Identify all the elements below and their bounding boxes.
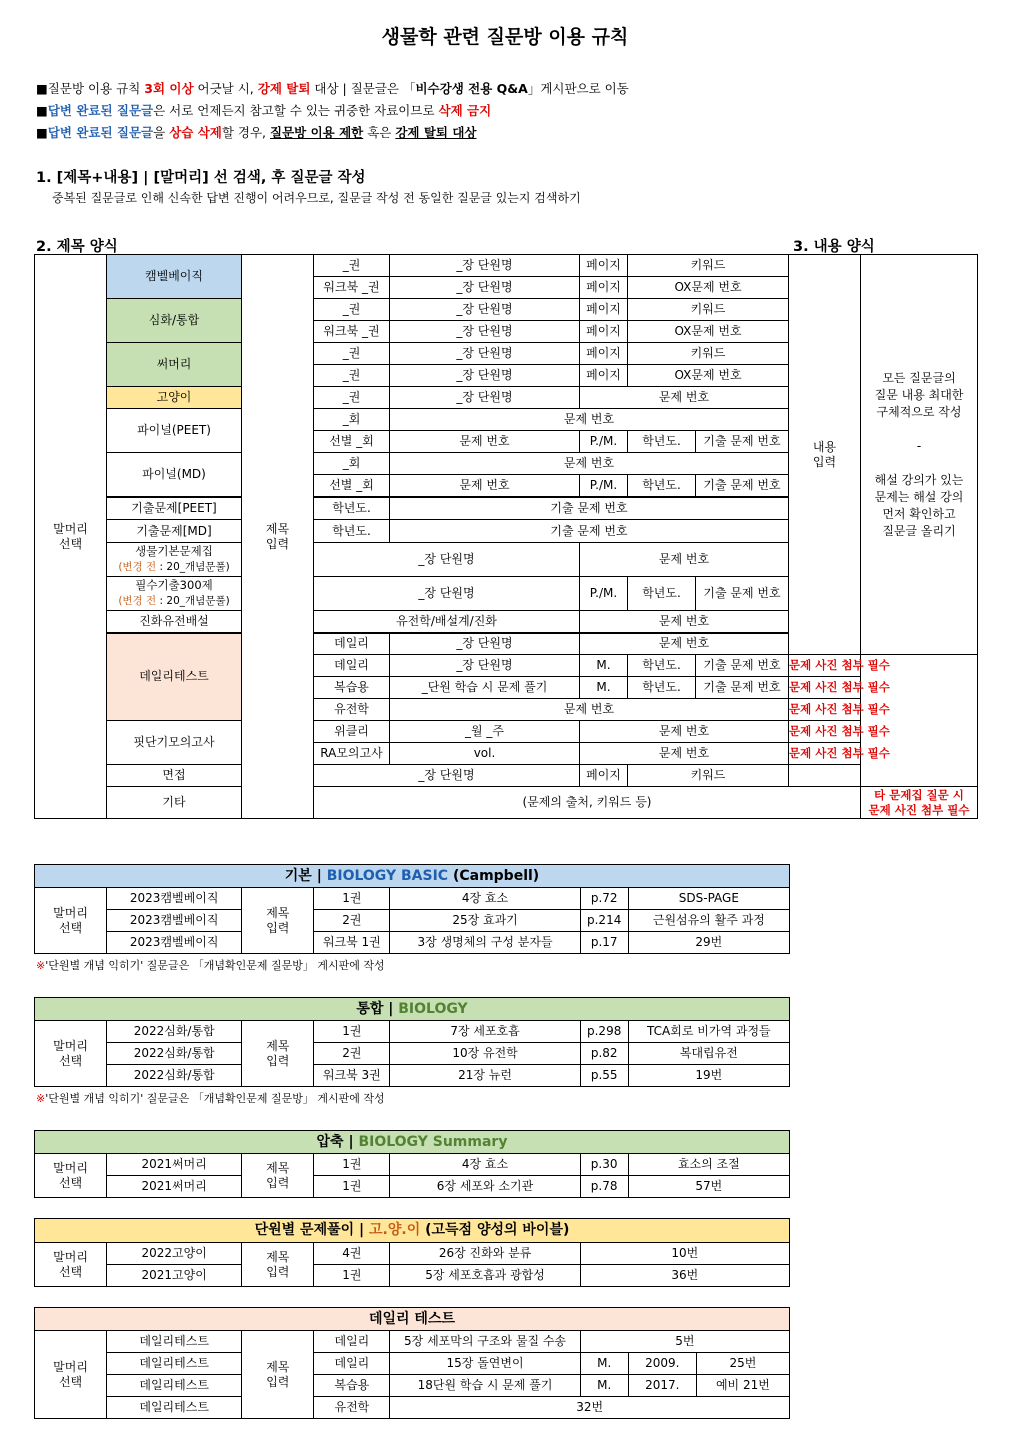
example-integrated-header: 통합 | BIOLOGY	[35, 998, 790, 1021]
cat-final-peet: 파이널(PEET)	[107, 409, 242, 453]
content-label: 내용 입력	[789, 255, 861, 655]
content-note: 모든 질문글의 질문 내용 최대한 구체적으로 작성 - 해설 강의가 있는 문제는 해설 강의 먼저 확인하고 질문글 올리기	[861, 255, 978, 655]
section3-heading: 3. 내용 양식	[793, 239, 875, 255]
cat-past-md: 기출문제[MD]	[107, 520, 242, 543]
example-summary-table: 압축 | BIOLOGY Summary 말머리 선택 2021써머리 제목 입력 1권 4장 효소 p.30 효소의 조절 2021써머리 1권 6장 세포와 소기관 p.78 57번	[34, 1130, 790, 1198]
rule-3: ■답변 완료된 질문글을 상습 삭제할 경우, 질문방 이용 제한 혹은 강제 탈퇴 대상	[36, 125, 477, 140]
prefix-label: 말머리 선택	[35, 255, 107, 819]
cat-basic-book: 생물기본문제집 (변경 전 : 20_개념문풀)	[107, 543, 242, 577]
rule-1: ■질문방 이용 규칙 3회 이상 어긋날 시, 강제 탈퇴 대상 | 질문글은 「비수강생 전용 Q&A」게시판으로 이동	[36, 81, 629, 96]
section1-desc: 중복된 질문글로 인해 신속한 답변 진행이 어려우므로, 질문글 작성 전 동일한 질문글 있는지 검색하기	[52, 191, 581, 205]
main-format-table: 말머리 선택 캠벨베이직 제목 입력 _권 _장 단원명 페이지 키워드 내용 입력 모든 질문글의 질문 내용 최대한 구체적으로 작성 - 해설 강의가 있는 문제는 해설 강의 먼저 확인하고 질문글 올리기 워크북 _권 _장 단원명 페이지 OX문제 번호 심화/통합 _권 _장 단원명 페이지 키워드 워크북 _권 _장 단원명 페이지 OX문제 번호 써머리 _권 _장 단원명 페이지 키워드 _권 _장 단원명 페이지 OX문제 번호 고양이 _권 _장 단원명 문제 번호 파이널(PEET) _회 문제 번호 선별 _회 문제 번호 P./M. 학년도. 기출 문제 번호 파이널(MD) _회 문제 번호 선별 _회 문제 번호 P./M. 학년도. 기출 문제 번호 기출문제[PEET] 학년도. 기출 문제 번호 기출문제[MD] 학년도. 기출 문제 번호 생물기본문제집 (변경 전 : 20_개념문풀) _장 단원명 문제 번호 필수기출300제 (변경 전 : 20_개념문풀) _장 단원명 P./M. 학년도. 기출 문제 번호 진화유전배설 유전학/배설계/진화 문제 번호 데일리테스트 데일리 _장 단원명 문제 번호 데일리 _장 단원명 M. 학년도. 기출 문제 번호 문제 사진 첨부 필수 복습용 _단원 학습 시 문제 풀기 M. 학년도. 기출 문제 번호 문제 사진 첨부 필수 유전학 문제 번호 문제 사진 첨부 필수 핏단기모의고사 위클리 _월 _주 문제 번호 문제 사진 첨부 필수 RA모의고사 vol. 문제 번호 문제 사진 첨부 필수 면접 _장 단원명 페이지 키워드 기타 (문제의 출처, 키워드 등) 타 문제집 질문 시 문제 사진 첨부 필수	[34, 254, 978, 819]
cat-goyangi: 고양이	[107, 387, 242, 409]
cat-other: 기타	[107, 787, 242, 819]
cat-final-md: 파이널(MD)	[107, 453, 242, 497]
cat-interview: 면접	[107, 765, 242, 787]
cat-pitdan: 핏단기모의고사	[107, 721, 242, 765]
section1-heading: 1. [제목+내용] | [말머리] 선 검색, 후 질문글 작성	[36, 170, 366, 186]
example-basic-header: 기본 | BIOLOGY BASIC (Campbell)	[35, 865, 790, 888]
cat-summary: 써머리	[107, 343, 242, 387]
section2-heading: 2. 제목 양식	[36, 239, 118, 255]
example-integrated-note: ※'단원별 개념 익히기' 질문글은 「개념확인문제 질문방」 게시판에 작성	[36, 1092, 385, 1105]
example-goyangi-table: 단원별 문제풀이 | 고.양.이 (고득점 양성의 바이블) 말머리 선택 2022고양이 제목 입력 4권 26장 진화와 분류 10번 2021고양이 1권 5장 세포호흡과 광합성 36번	[34, 1218, 790, 1287]
example-basic-table: 기본 | BIOLOGY BASIC (Campbell) 말머리 선택 2023캠벨베이직 제목 입력 1권 4장 효소 p.72 SDS-PAGE 2023캠벨베이직 2권 25장 효과기 p.214 근원섬유의 활주 과정 2023캠벨베이직 워크북 1권 3장 생명체의 구성 분자들 p.17 29번	[34, 864, 790, 954]
page-title: 생물학 관련 질문방 이용 규칙	[381, 26, 629, 48]
cat-daily: 데일리테스트	[107, 633, 242, 721]
example-goyangi-header: 단원별 문제풀이 | 고.양.이 (고득점 양성의 바이블)	[35, 1219, 790, 1243]
cat-evolution: 진화유전배설	[107, 611, 242, 633]
example-daily-table: 데일리 테스트 말머리 선택 데일리테스트 제목 입력 데일리 5장 세포막의 구조와 물질 수송 5번 데일리테스트 데일리 15장 돌연변이 M. 2009. 25번 데일리테스트 복습용 18단원 학습 시 문제 풀기 M. 2017. 예비 21번 데일리테스트 유전학 32번	[34, 1307, 790, 1419]
example-summary-header: 압축 | BIOLOGY Summary	[35, 1131, 790, 1154]
rule-2: ■답변 완료된 질문글은 서로 언제든지 참고할 수 있는 귀중한 자료이므로 삭제 금지	[36, 103, 492, 118]
cat-simhwa: 심화/통합	[107, 299, 242, 343]
title-label: 제목 입력	[242, 255, 314, 819]
example-daily-header: 데일리 테스트	[35, 1308, 790, 1331]
example-integrated-table: 통합 | BIOLOGY 말머리 선택 2022심화/통합 제목 입력 1권 7장 세포호흡 p.298 TCA회로 비가역 과정들 2022심화/통합 2권 10장 유전학 p.82 복대립유전 2022심화/통합 워크북 3권 21장 뉴런 p.55 19번	[34, 997, 790, 1087]
cat-past-peet: 기출문제[PEET]	[107, 497, 242, 520]
cat-campbell: 캠벨베이직	[107, 255, 242, 299]
example-basic-note: ※'단원별 개념 익히기' 질문글은 「개념확인문제 질문방」 게시판에 작성	[36, 959, 385, 972]
cat-essential300: 필수기출300제 (변경 전 : 20_개념문풀)	[107, 577, 242, 611]
